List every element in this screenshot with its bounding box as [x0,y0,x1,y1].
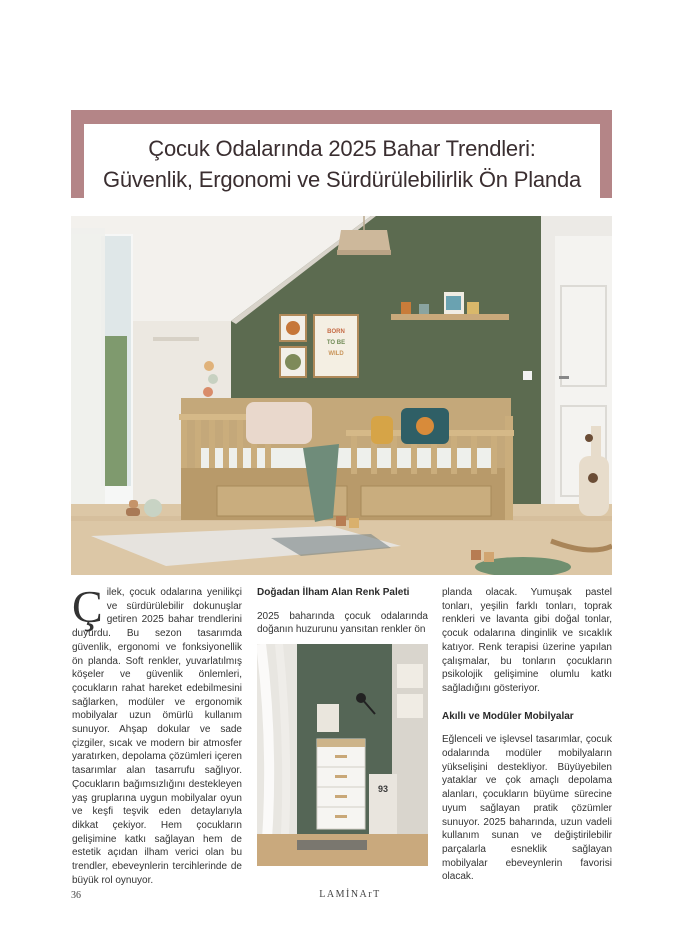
section-2-paragraph: Eğlenceli ve işlevsel tasarımlar, çocuk odalarında modüler mobilyaların yükselişini destekliyor. Büyüyebilen yataklar ve çok amaçlı depolama alanları, çocukların büyüme sürecine uyum sağlayan pratik çözümler sunuyor. 2025 baharında, uzun vadeli kullanım sunan ve değiştirilebilir parçalarla esneklik sağlayan mobilyalar ebeveynlerin favorisi olacak. [442,734,612,883]
drop-cap: Ç [72,581,103,632]
page-number: 36 [71,890,81,901]
column-1 [72,581,242,887]
column-2 [257,586,428,637]
room-photo-dresser [257,644,428,866]
sticker-number: 93 [377,784,389,794]
magazine-brand: LAMİNArT [319,889,381,900]
article-title-line-1: Çocuk Odalarında 2025 Bahar Trendleri: [148,136,536,161]
article-title-line-2: Güvenlik, Ergonomi ve Sürdürülebilirlik Ön Planda [102,167,582,192]
svg-text:BORN: BORN [327,329,345,335]
section-heading-modular-furniture: Akıllı ve Modüler Mobilyalar [442,710,574,722]
svg-text:WILD: WILD [328,351,344,357]
svg-text:TO BE: TO BE [326,340,346,346]
hero-photo [71,216,612,575]
section-1-paragraph-start: 2025 baharında çocuk odalarında doğanın huzurunu yansıtan renkler ön [257,610,428,636]
title-box [84,124,600,198]
section-heading-color-palette: Doğadan İlham Alan Renk Paleti [257,587,410,598]
intro-paragraph: ilek, çocuk odalarına yenilikçi ve sürdürülebilir dokunuşlar getiren 2025 bahar trendlerini duyurdu. Bu sezon tasarımda güvenlik, ergonomi ve fonksiyonellik ön planda. Soft renkler, yuvarlatılmış köşeler ve güvenlik önlemleri, çocukların rahat hareket edebilmesini sağlarken, modüler ve ergonomik mobilyalar uzun ömürlü kullanım sunuyor. Ahşap dokular ve sade çizgiler, sıcak ve modern bir atmosfer yaratırken, depolama çözümleri içeren tasarımlar alan tasarrufu sağlıyor. Çocukların bağımsızlığını destekleyen yaş gruplarına uygun mobilyalar oyun ve keşfi teşvik eden detaylarıyla dikkat çekiyor. Hem çocukların gelişimine katkı sağlayan hem de estetik açıdan ilham verici olan bu trendler, ebeveynlerin tercihlerinde de büyük rol oynuyor. [72,587,242,886]
column-3 [442,586,612,884]
section-1-paragraph-continued: planda olacak. Yumuşak pastel tonları, yeşilin farklı tonları, toprak renkleri ve lavanta gibi doğal tonlar, çocuk odalarına dinginlik ve sıcaklık katıyor. Renk terapisi üzerine yapılan çalışmalar, bu tonların çocukların psikolojik gelişimine olumlu katkı sağladığını gösteriyor. [442,587,612,694]
